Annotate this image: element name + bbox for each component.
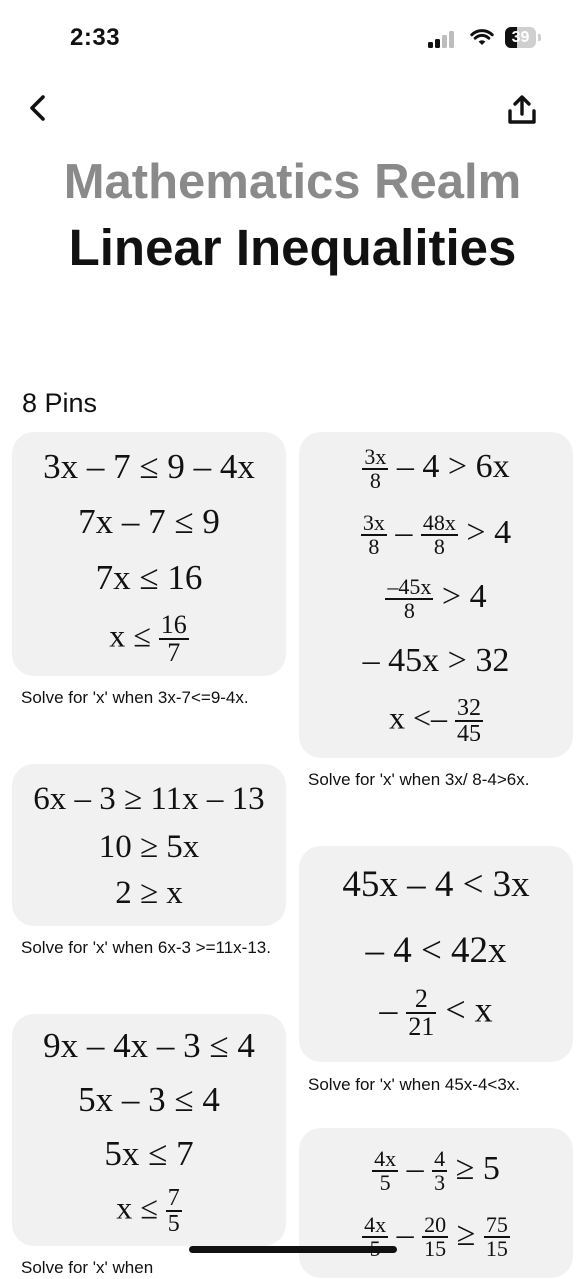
equation-line: – 4 < 42x (365, 930, 507, 971)
pin-image[interactable] (12, 432, 286, 676)
equation-text: – (406, 1149, 424, 1187)
fraction-denominator: 8 (433, 534, 445, 559)
wifi-icon (470, 27, 494, 47)
equation-text: < x (445, 989, 493, 1030)
fraction-numerator: 2 (406, 986, 436, 1014)
equation-line (12, 612, 286, 666)
fraction-numerator: –45x (387, 574, 432, 599)
equation-text: > 4 (441, 577, 487, 615)
equation-line: 5x – 3 ≤ 4 (78, 1080, 220, 1119)
fraction-numerator: 4 (434, 1146, 446, 1171)
board-title: Linear Inequalities (68, 219, 517, 276)
fraction-denominator: 8 (403, 598, 415, 623)
equation-line (299, 512, 573, 558)
equation-line (12, 1186, 286, 1236)
fraction-numerator: 32 (457, 695, 482, 721)
signal-icon (428, 30, 456, 48)
equation-line: 9x – 4x – 3 ≤ 4 (43, 1026, 255, 1065)
pin-count: 8 Pins (22, 388, 98, 418)
equation-line (299, 446, 573, 492)
fraction-numerator: 48x (422, 510, 456, 535)
equation-line: – 45x > 32 (362, 642, 510, 679)
pin-caption[interactable]: Solve for 'x' when 45x-4<3x. (308, 1075, 521, 1094)
fraction-denominator: 8 (368, 534, 380, 559)
equation-text: – (379, 989, 398, 1030)
equation-line: 5x ≤ 7 (104, 1134, 194, 1173)
fraction-denominator: 5 (379, 1170, 391, 1195)
equation-text: x ≤ (109, 617, 151, 654)
fraction-denominator: 45 (457, 721, 482, 747)
equation-line: 6x – 3 ≥ 11x – 13 (33, 781, 265, 817)
fraction-numerator: 3x (362, 510, 385, 535)
equation-text: > 4 (466, 513, 512, 551)
battery-level: 39 (511, 29, 530, 46)
battery-icon (505, 27, 541, 49)
equation-line (299, 986, 573, 1040)
equation-line: 45x – 4 < 3x (342, 864, 530, 905)
equation-line (299, 696, 573, 746)
equation-line: 7x ≤ 16 (95, 558, 203, 597)
fraction-denominator: 3 (434, 1170, 446, 1195)
equation-text: – 4 > 6x (396, 447, 510, 485)
equation-text: ≥ 5 (455, 1149, 500, 1187)
pin-image[interactable] (12, 1014, 286, 1246)
equation-line (299, 1148, 573, 1194)
equation-line: 2 ≥ x (115, 875, 183, 911)
equation-line: 3x – 7 ≤ 9 – 4x (43, 447, 255, 486)
pin-caption[interactable]: Solve for 'x' when 6x-3 >=11x-13. (21, 938, 271, 957)
share-button[interactable] (505, 93, 539, 127)
fraction-denominator: 15 (424, 1236, 447, 1261)
equation-line: 10 ≥ 5x (98, 829, 200, 865)
fraction-denominator: 21 (408, 1012, 435, 1041)
pin-caption[interactable]: Solve for 'x' when 3x/ 8-4>6x. (308, 770, 530, 789)
fraction-numerator: 16 (160, 610, 187, 639)
pin-image[interactable] (12, 764, 286, 926)
equation-line (299, 576, 573, 622)
fraction-denominator: 5 (167, 1211, 180, 1237)
equation-line (299, 1214, 573, 1260)
fraction-numerator: 4x (374, 1146, 397, 1171)
fraction-denominator: 7 (167, 638, 181, 667)
equation-text: x ≤ (116, 1189, 158, 1226)
pin-image[interactable] (299, 1128, 573, 1278)
fraction-numerator: 3x (364, 444, 387, 469)
status-time: 2:33 (70, 24, 121, 51)
back-button[interactable] (24, 92, 52, 124)
fraction-numerator: 7 (167, 1185, 180, 1211)
fraction-denominator: 8 (369, 468, 381, 493)
equation-text: x <– (388, 699, 448, 736)
fraction-numerator: 75 (485, 1212, 508, 1237)
fraction-numerator: 20 (424, 1212, 447, 1237)
home-indicator[interactable] (189, 1246, 397, 1253)
equation-text: – (395, 513, 413, 551)
share-icon (505, 93, 539, 127)
pin-image[interactable] (299, 432, 573, 758)
fraction-denominator: 15 (485, 1236, 508, 1261)
pin-caption[interactable]: Solve for 'x' when 3x-7<=9-4x. (21, 688, 249, 707)
equation-text: – (396, 1215, 414, 1253)
fraction-numerator: 4x (364, 1212, 387, 1237)
pin-image[interactable] (299, 846, 573, 1062)
pin-caption[interactable]: Solve for 'x' when (21, 1258, 154, 1277)
equation-text: ≥ (456, 1215, 476, 1253)
equation-line: 7x – 7 ≤ 9 (78, 502, 220, 541)
chevron-left-icon (24, 92, 52, 124)
board-subtitle: Mathematics Realm (63, 155, 522, 209)
